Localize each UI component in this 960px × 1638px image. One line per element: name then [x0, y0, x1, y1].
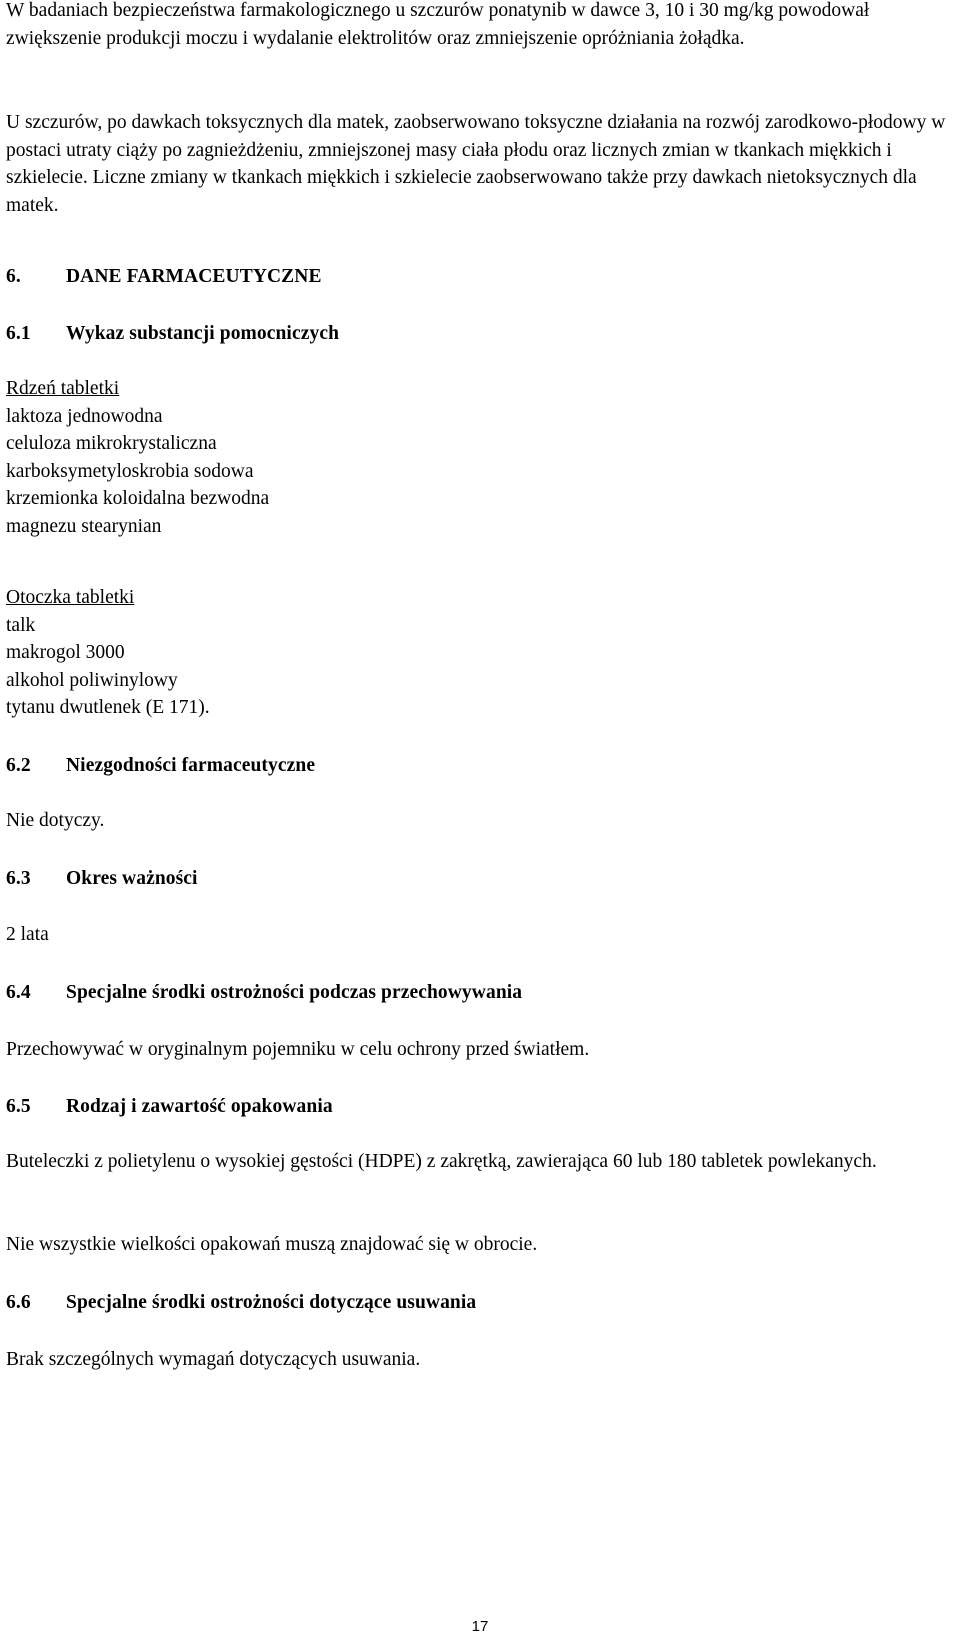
- section-6-5-heading: [6, 1096, 333, 1118]
- section-title: DANE FARMACEUTYCZNE: [66, 266, 322, 287]
- list-item: karboksymetyloskrobia sodowa: [6, 460, 254, 482]
- section-6-5-text-2: Nie wszystkie wielkości opakowań muszą znajdować się w obrocie.: [6, 1234, 538, 1255]
- section-title: Specjalne środki ostrożności dotyczące usuwania: [66, 1292, 477, 1313]
- section-6-2-heading: [6, 755, 315, 777]
- core-label: Rdzeń tabletki: [6, 378, 120, 399]
- list-item: celuloza mikrokrystaliczna: [6, 433, 217, 454]
- list-item: laktoza jednowodna: [6, 405, 163, 427]
- page-number: 17: [471, 1618, 489, 1635]
- section-6-2-text: Nie dotyczy.: [6, 810, 105, 831]
- section-number: 6.1: [6, 323, 31, 344]
- list-item: magnezu stearynian: [6, 515, 162, 537]
- list-item: talk: [6, 614, 36, 636]
- section-title: Specjalne środki ostrożności podczas przechowywania: [66, 982, 523, 1003]
- section-number: 6.2: [6, 755, 31, 776]
- list-item: krzemionka koloidalna bezwodna: [6, 488, 270, 509]
- list-item: alkohol poliwinylowy: [6, 669, 178, 691]
- section-6-3-heading: [6, 868, 198, 890]
- section-title: Wykaz substancji pomocniczych: [66, 323, 340, 344]
- section-6-heading: [6, 266, 322, 288]
- section-6-4-heading: [6, 982, 522, 1004]
- intro-paragraph-1: W badaniach bezpieczeństwa farmakologicznego u szczurów ponatynib w dawce 3, 10 i 30 mg/kg powodował zwiększenie produkcji moczu i wydalanie elektrolitów oraz zmniejszenie opróżniania żołądka.: [6, 0, 870, 49]
- section-6-6-heading: [6, 1292, 476, 1314]
- section-6-6-text: Brak szczególnych wymagań dotyczących usuwania.: [6, 1349, 421, 1370]
- coat-label: Otoczka tabletki: [6, 587, 135, 608]
- section-number: 6.5: [6, 1096, 31, 1117]
- section-number: 6.4: [6, 982, 31, 1003]
- list-item: tytanu dwutlenek (E 171).: [6, 697, 210, 718]
- coating-excipients: [6, 584, 210, 722]
- list-item: makrogol 3000: [6, 642, 125, 663]
- section-title: Rodzaj i zawartość opakowania: [66, 1096, 333, 1117]
- section-number: 6.: [6, 266, 21, 287]
- section-6-5-text-1: Buteleczki z polietylenu o wysokiej gęstości (HDPE) z zakrętką, zawierająca 60 lub 180 tabletek powlekanych.: [6, 1151, 877, 1172]
- section-6-3-text: 2 lata: [6, 924, 49, 945]
- section-6-4-text: Przechowywać w oryginalnym pojemniku w celu ochrony przed światłem.: [6, 1039, 590, 1060]
- core-excipients: [6, 375, 269, 540]
- section-title: Niezgodności farmaceutyczne: [66, 755, 316, 776]
- section-title: Okres ważności: [66, 868, 198, 889]
- section-number: 6.3: [6, 868, 31, 889]
- section-number: 6.6: [6, 1292, 31, 1313]
- section-6-1-heading: [6, 323, 339, 345]
- intro-paragraph-2: U szczurów, po dawkach toksycznych dla matek, zaobserwowano toksyczne działania na rozwój zarodkowo-płodowy w postaci utraty ciąży po zagnieżdżeniu, zmniejszonej masy ciała płodu oraz licznych zmian w tkankach miękkich i szkielecie. Liczne zmiany w tkankach miękkich i szkielecie zaobserwowano także przy dawkach nietoksycznych dla matek.: [6, 112, 946, 216]
